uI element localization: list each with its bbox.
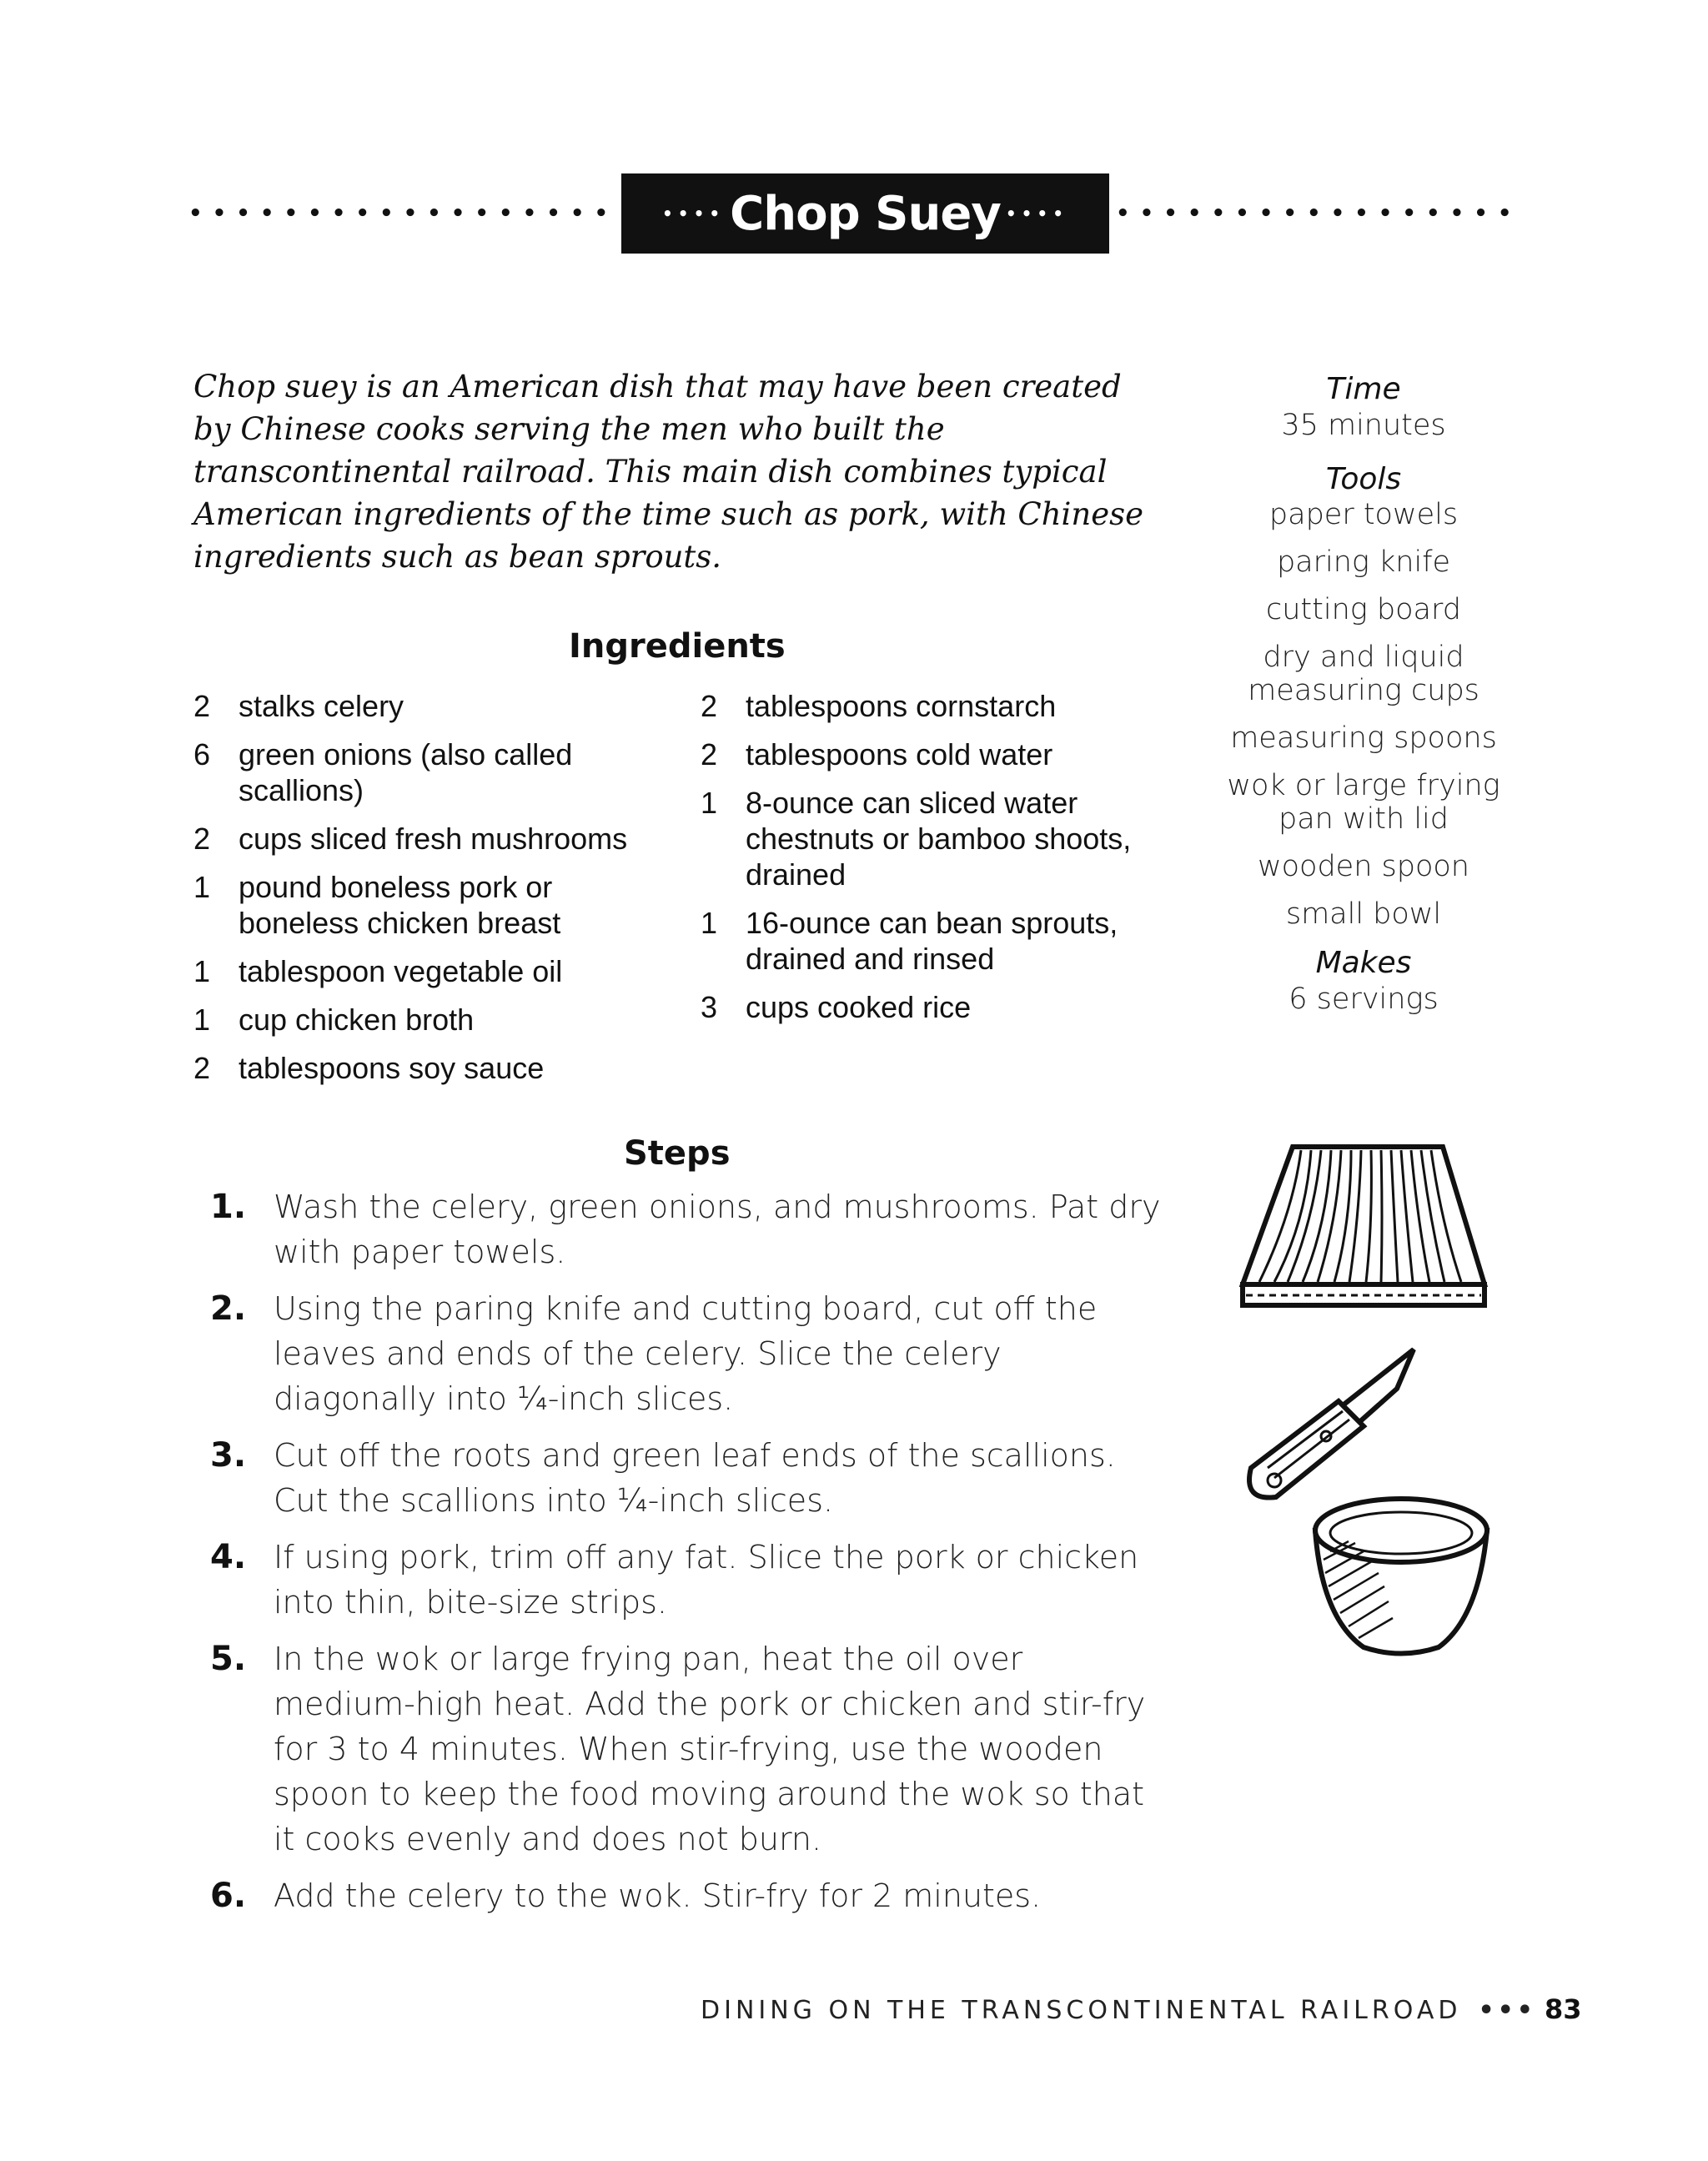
- ingredient-text: 16-ounce can bean sprouts, drained and rinsed: [746, 906, 1118, 976]
- ingredient-text: stalks celery: [239, 689, 404, 723]
- ingredient-text: 8-ounce can sliced water chestnuts or bamboo shoots, drained: [746, 786, 1132, 892]
- step-item: [210, 1184, 1169, 1274]
- ingredient-quantity: 1: [193, 1003, 211, 1037]
- ingredient-quantity: 2: [193, 1051, 211, 1085]
- step-number: 4.: [210, 1538, 247, 1576]
- title-banner: [621, 173, 1109, 254]
- step-item: [210, 1535, 1169, 1625]
- step-item: [210, 1873, 1169, 1918]
- ingredient-item: [193, 821, 644, 857]
- small-bowl-illustration: [1305, 1493, 1497, 1660]
- title-dots-left: ••••••••••••••••••: [188, 204, 619, 224]
- step-item: [210, 1433, 1169, 1523]
- tool-item: paper towels: [1268, 498, 1459, 531]
- step-number: 3.: [210, 1436, 247, 1475]
- cutting-board-illustration: [1234, 1138, 1501, 1339]
- ingredient-item: [193, 736, 644, 808]
- ingredient-text: tablespoons soy sauce: [239, 1051, 545, 1085]
- ingredients-list-left: [193, 688, 644, 1098]
- ingredient-item: [193, 1002, 644, 1038]
- ingredient-quantity: 6: [193, 737, 211, 771]
- ingredient-item: [193, 953, 644, 989]
- paring-knife-illustration: [1226, 1343, 1426, 1510]
- ingredient-text: cups sliced fresh mushrooms: [239, 822, 628, 856]
- ingredient-item: [193, 869, 644, 941]
- title-dots-right: •••••••••••••••••: [1116, 204, 1522, 224]
- ingredient-item: [701, 736, 1151, 772]
- ingredient-item: [701, 905, 1151, 977]
- step-item: [210, 1286, 1169, 1421]
- tool-item: wok or large frying pan with lid: [1227, 769, 1500, 836]
- ingredient-item: [701, 989, 1151, 1025]
- step-text: Cut off the roots and green leaf ends of the scallions. Cut the scallions into ¼-inch slices.: [274, 1437, 1116, 1519]
- ingredient-text: cup chicken broth: [239, 1003, 475, 1037]
- step-number: 1.: [210, 1188, 247, 1226]
- time-value: 35 minutes: [1281, 409, 1446, 442]
- recipe-sidebar: [1201, 371, 1526, 1017]
- intro-paragraph: Chop suey is an American dish that may have been created by Chinese cooks serving the men who built the transcontinental railroad. This main dish combines typical American ingredients of the time such as pork, with Chinese ingredients such as bean sprouts.: [193, 369, 1143, 575]
- ingredient-quantity: 1: [701, 906, 718, 940]
- ingredient-text: tablespoons cold water: [746, 737, 1053, 771]
- step-text: Using the paring knife and cutting board, cut off the leaves and ends of the celery. Slice the celery diagonally into ¼-inch slices.: [274, 1290, 1098, 1417]
- page-title: Chop Suey: [730, 186, 1001, 241]
- tool-item: measuring spoons: [1230, 721, 1497, 755]
- step-text: In the wok or large frying pan, heat the oil over medium-high heat. Add the pork or chicken and stir-fry for 3 to 4 minutes. When stir-frying, use the wooden spoon to keep the food moving around the wok so that it cooks evenly and does not burn.: [274, 1641, 1146, 1857]
- ingredient-quantity: 3: [701, 990, 718, 1024]
- ingredient-item: [193, 1050, 644, 1086]
- makes-heading: Makes: [1315, 946, 1412, 980]
- title-dots-inner-right: ••••: [1005, 204, 1068, 224]
- tool-item: paring knife: [1276, 545, 1451, 579]
- tool-item: dry and liquid measuring cups: [1248, 641, 1479, 707]
- ingredients-list-right: [701, 688, 1151, 1038]
- tool-item: cutting board: [1266, 593, 1461, 626]
- ingredient-item: [701, 785, 1151, 892]
- ingredient-quantity: 1: [701, 786, 718, 820]
- ingredient-quantity: 2: [193, 689, 211, 723]
- step-text: Wash the celery, green onions, and mushrooms. Pat dry with paper towels.: [274, 1189, 1161, 1270]
- footer-dots: •••: [1478, 1996, 1536, 2025]
- ingredient-item: [701, 688, 1151, 724]
- ingredient-quantity: 2: [193, 822, 211, 856]
- step-number: 6.: [210, 1877, 247, 1915]
- running-head: DINING ON THE TRANSCONTINENTAL RAILROAD: [701, 1996, 1462, 2025]
- ingredient-text: pound boneless pork or boneless chicken breast: [239, 870, 561, 940]
- tool-item: small bowl: [1285, 897, 1442, 931]
- ingredient-quantity: 2: [701, 689, 718, 723]
- ingredient-quantity: 1: [193, 954, 211, 988]
- step-text: If using pork, trim off any fat. Slice the pork or chicken into thin, bite-size strips.: [274, 1539, 1139, 1621]
- step-item: [210, 1636, 1169, 1862]
- ingredient-text: tablespoon vegetable oil: [239, 954, 563, 988]
- ingredient-text: tablespoons cornstarch: [746, 689, 1057, 723]
- step-text: Add the celery to the wok. Stir-fry for 2 minutes.: [274, 1877, 1042, 1914]
- ingredient-quantity: 1: [193, 870, 211, 904]
- steps-heading: Steps: [624, 1134, 731, 1173]
- ingredient-item: [193, 688, 644, 724]
- ingredients-heading: Ingredients: [569, 627, 786, 666]
- steps-list: [210, 1184, 1169, 1930]
- tools-list: [1201, 498, 1526, 931]
- page-number: 83: [1544, 1993, 1582, 2025]
- step-number: 2.: [210, 1289, 247, 1328]
- tools-heading: Tools: [1325, 462, 1402, 496]
- page-footer: [701, 1993, 1582, 2025]
- tool-item: wooden spoon: [1258, 850, 1469, 883]
- step-number: 5.: [210, 1640, 247, 1678]
- makes-value: 6 servings: [1289, 983, 1439, 1016]
- title-dots-inner-left: ••••: [662, 204, 726, 224]
- ingredient-quantity: 2: [701, 737, 718, 771]
- time-heading: Time: [1326, 372, 1401, 406]
- ingredient-text: green onions (also called scallions): [239, 737, 573, 807]
- ingredient-text: cups cooked rice: [746, 990, 972, 1024]
